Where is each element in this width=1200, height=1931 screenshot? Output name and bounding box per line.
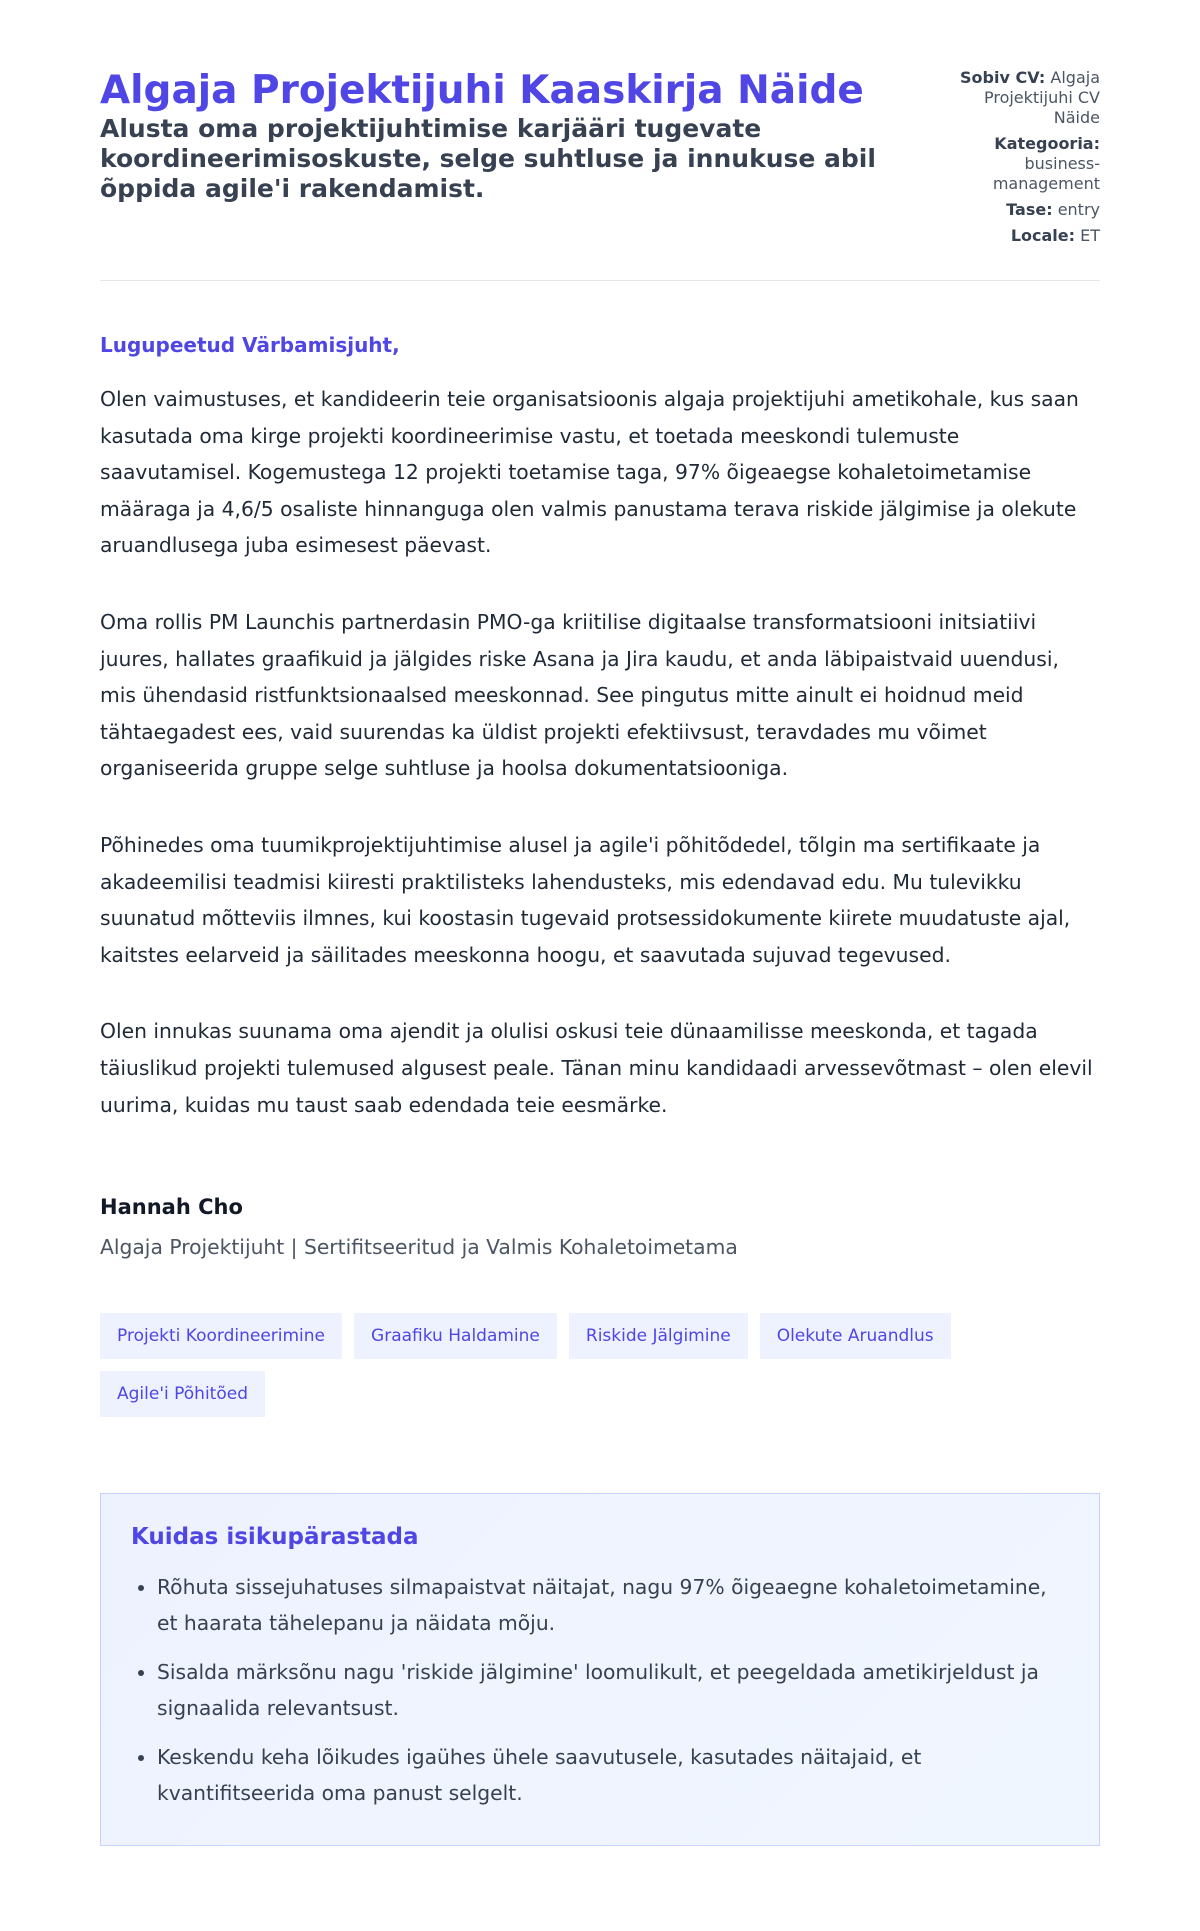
letter-paragraph: Olen innukas suunama oma ajendit ja olulisi oskusi teie dünaamilisse meeskonda, et tagada täiuslikud projekti tulemused algusest peale. Tänan minu kandidaadi arvessevõtmast – olen elevil uurima, kuidas mu taust saab edendada teie eesmärke. [100, 1019, 1093, 1117]
tips-title: Kuidas isikupärastada [131, 1524, 419, 1551]
skill-tag: Agile'i Põhitõed [100, 1371, 265, 1417]
skill-tag: Projekti Koordineerimine [100, 1313, 342, 1359]
personalize-tips-box [100, 1493, 1100, 1846]
skill-tag: Graafiku Haldamine [354, 1313, 557, 1359]
tip-item: • Sisalda märksõnu nagu 'riskide jälgimine' loomulikult, et peegeldada ametikirjeldust ja signaalida relevantsust. [157, 1655, 1069, 1726]
skill-tag: Olekute Aruandlus [760, 1313, 951, 1359]
salutation: Lugupeetud Värbamisjuht, [100, 333, 400, 357]
meta-category-value: business-management [992, 154, 1100, 193]
page-header [100, 68, 1100, 281]
letter-body [100, 333, 1100, 1123]
tip-item: • Keskendu keha lõikudes igaühes ühele saavutusele, kasutades näitajaid, et kvantifitseerida oma panust selgelt. [157, 1740, 1069, 1811]
page-title: Algaja Projektijuhi Kaaskirja Näide [100, 68, 864, 113]
meta-level [950, 200, 1100, 220]
meta-category-label: Kategooria: [994, 134, 1100, 153]
letter-paragraph: Oma rollis PM Launchis partnerdasin PMO-ga kriitilise digitaalse transformatsiooni initsiatiivi juures, hallates graafikuid ja jälgides riske Asana ja Jira kaudu, et anda läbipaistvaid uuendusi, mis ühendasid ristfunktsionaalsed meeskonnad. See pingutus mitte ainult ei hoidnud meid tähtaegadest ees, vaid suurendas ka üldist projekti efektiivsust, teravdades mu võimet organiseerida gruppe selge suhtluse ja hoolsa dokumentatsiooniga. [100, 609, 1059, 781]
page-subtitle: Alusta oma projektijuhtimise karjääri tugevate koordineerimisoskuste, selge suhtluse ja innukuse abil õppida agile'i rakendamist. [100, 114, 876, 203]
header-title-block [100, 68, 910, 204]
meta-level-label: Tase: [1006, 200, 1053, 219]
meta-locale-value: ET [1080, 226, 1100, 245]
meta-cv [950, 68, 1100, 128]
meta-cv-value: Algaja Projektijuhi CV Näide [983, 68, 1100, 127]
meta-cv-label: Sobiv CV: [960, 68, 1046, 87]
meta-locale [950, 226, 1100, 246]
signature-name: Hannah Cho [100, 1195, 243, 1220]
meta-category [950, 134, 1100, 194]
tip-item: • Rõhuta sissejuhatuses silmapaistvat näitajat, nagu 97% õigeaegne kohaletoimetamine, et haarata tähelepanu ja näidata mõju. [157, 1570, 1069, 1641]
tips-list [131, 1570, 1069, 1811]
letter-paragraph: Põhinedes oma tuumikprojektijuhtimise alusel ja agile'i põhitõdedel, tõlgin ma sertifikaate ja akadeemilisi teadmisi kiiresti praktilisteks lahendusteks, mis edendavad edu. Mu tulevikku suunatud mõtteviis ilmnes, kui koostasin tugevaid protsessidokumente kiirete muudatuste ajal, kaitstes eelarveid ja säilitades meeskonna hoogu, et saavutada sujuvad tegevused. [100, 832, 1071, 967]
signature-block [100, 1195, 1100, 1259]
cover-letter-page [100, 0, 1100, 1846]
meta-panel [950, 68, 1100, 252]
meta-level-value: entry [1057, 200, 1100, 219]
skill-tags [100, 1313, 1100, 1417]
skill-tag: Riskide Jälgimine [569, 1313, 748, 1359]
letter-paragraph: Olen vaimustuses, et kandideerin teie organisatsioonis algaja projektijuhi ametikohale, kus saan kasutada oma kirge projekti koordineerimise vastu, et toetada meeskondi tulemuste saavutamisel. Kogemustega 12 projekti toetamise taga, 97% õigeaegse kohaletoimetamise määraga ja 4,6/5 osaliste hinnanguga olen valmis panustama terava riskide jälgimise ja olekute aruandlusega juba esimesest päevast. [100, 387, 1079, 558]
meta-locale-label: Locale: [1010, 226, 1076, 245]
signature-role: Algaja Projektijuht | Sertifitseeritud ja Valmis Kohaletoimetama [100, 1235, 738, 1260]
